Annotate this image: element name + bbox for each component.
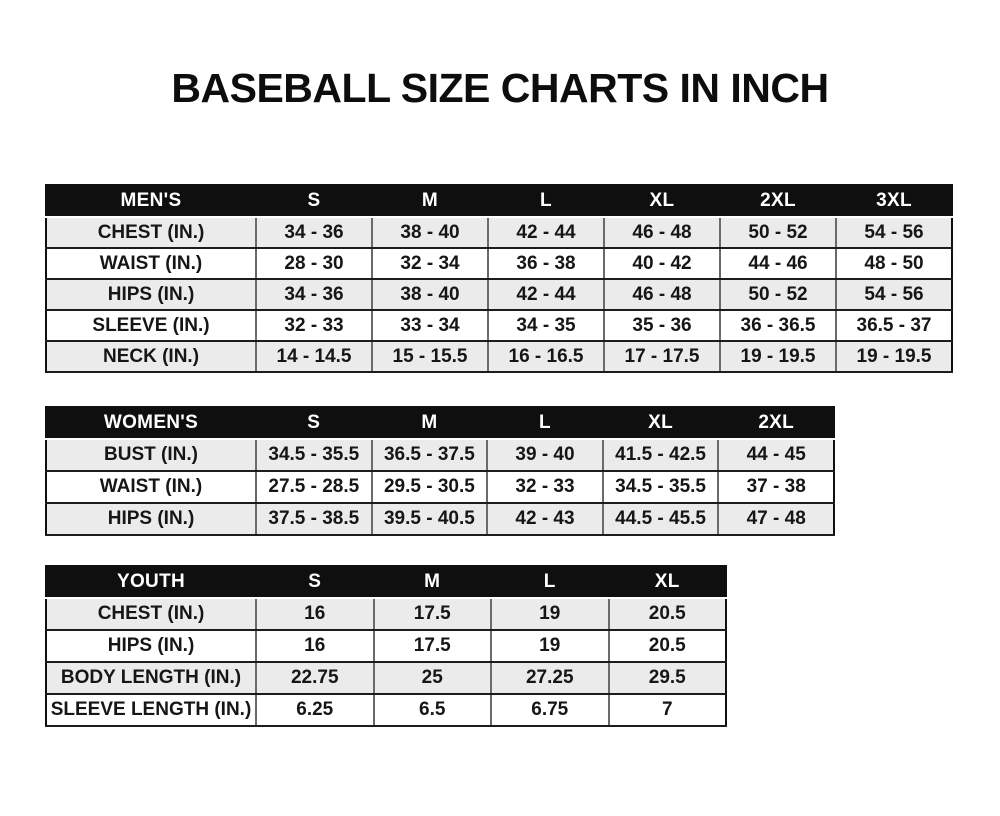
size-value: 39 - 40 xyxy=(487,439,603,471)
mens-size-column-header: L xyxy=(488,185,604,217)
size-value: 42 - 44 xyxy=(488,217,604,248)
size-value: 29.5 - 30.5 xyxy=(372,471,488,503)
mens-size-column-header: 2XL xyxy=(720,185,836,217)
size-value: 16 xyxy=(256,598,374,630)
size-value: 36 - 36.5 xyxy=(720,310,836,341)
size-value: 34 - 36 xyxy=(256,217,372,248)
size-value: 7 xyxy=(609,694,727,726)
size-value: 25 xyxy=(374,662,492,694)
measurement-label: CHEST (IN.) xyxy=(46,217,256,248)
youth-group-label: YOUTH xyxy=(46,566,256,598)
size-value: 34 - 35 xyxy=(488,310,604,341)
size-value: 33 - 34 xyxy=(372,310,488,341)
size-value: 37 - 38 xyxy=(718,471,834,503)
size-value: 19 - 19.5 xyxy=(836,341,952,372)
womens-size-column-header: 2XL xyxy=(718,407,834,439)
page-title: BASEBALL SIZE CHARTS IN INCH xyxy=(171,65,829,111)
size-value: 36 - 38 xyxy=(488,248,604,279)
size-value: 6.5 xyxy=(374,694,492,726)
size-value: 20.5 xyxy=(609,598,727,630)
size-value: 50 - 52 xyxy=(720,279,836,310)
size-value: 20.5 xyxy=(609,630,727,662)
youth-table-row xyxy=(46,598,726,630)
womens-size-table xyxy=(45,406,835,536)
size-value: 22.75 xyxy=(256,662,374,694)
measurement-label: CHEST (IN.) xyxy=(46,598,256,630)
size-value: 39.5 - 40.5 xyxy=(372,503,488,535)
size-value: 17 - 17.5 xyxy=(604,341,720,372)
size-value: 54 - 56 xyxy=(836,217,952,248)
mens-table-row xyxy=(46,310,952,341)
youth-table xyxy=(45,565,727,727)
mens-table xyxy=(45,184,953,373)
mens-size-table xyxy=(45,184,953,373)
size-value: 47 - 48 xyxy=(718,503,834,535)
size-value: 34.5 - 35.5 xyxy=(256,439,372,471)
size-value: 19 - 19.5 xyxy=(720,341,836,372)
mens-group-label: MEN'S xyxy=(46,185,256,217)
size-value: 32 - 34 xyxy=(372,248,488,279)
womens-size-column-header: M xyxy=(372,407,488,439)
mens-table-row xyxy=(46,248,952,279)
womens-size-column-header: XL xyxy=(603,407,719,439)
size-value: 32 - 33 xyxy=(487,471,603,503)
mens-size-column-header: 3XL xyxy=(836,185,952,217)
size-value: 46 - 48 xyxy=(604,217,720,248)
size-chart-page xyxy=(0,64,1000,727)
size-value: 36.5 - 37 xyxy=(836,310,952,341)
size-value: 44 - 46 xyxy=(720,248,836,279)
size-value: 27.5 - 28.5 xyxy=(256,471,372,503)
size-value: 15 - 15.5 xyxy=(372,341,488,372)
size-value: 42 - 43 xyxy=(487,503,603,535)
size-value: 34 - 36 xyxy=(256,279,372,310)
size-value: 17.5 xyxy=(374,598,492,630)
mens-size-column-header: S xyxy=(256,185,372,217)
mens-size-column-header: M xyxy=(372,185,488,217)
measurement-label: WAIST (IN.) xyxy=(46,248,256,279)
size-value: 19 xyxy=(491,598,609,630)
size-value: 42 - 44 xyxy=(488,279,604,310)
size-value: 34.5 - 35.5 xyxy=(603,471,719,503)
size-value: 36.5 - 37.5 xyxy=(372,439,488,471)
size-value: 44 - 45 xyxy=(718,439,834,471)
youth-size-column-header: XL xyxy=(609,566,727,598)
size-value: 16 - 16.5 xyxy=(488,341,604,372)
measurement-label: WAIST (IN.) xyxy=(46,471,256,503)
size-value: 38 - 40 xyxy=(372,279,488,310)
size-value: 27.25 xyxy=(491,662,609,694)
womens-table-row xyxy=(46,439,834,471)
womens-group-label: WOMEN'S xyxy=(46,407,256,439)
womens-table-row xyxy=(46,503,834,535)
measurement-label: BUST (IN.) xyxy=(46,439,256,471)
size-value: 40 - 42 xyxy=(604,248,720,279)
womens-size-column-header: L xyxy=(487,407,603,439)
youth-size-column-header: S xyxy=(256,566,374,598)
measurement-label: NECK (IN.) xyxy=(46,341,256,372)
size-value: 44.5 - 45.5 xyxy=(603,503,719,535)
size-value: 29.5 xyxy=(609,662,727,694)
size-value: 6.25 xyxy=(256,694,374,726)
size-value: 38 - 40 xyxy=(372,217,488,248)
size-value: 37.5 - 38.5 xyxy=(256,503,372,535)
womens-header-row xyxy=(46,407,834,439)
youth-size-table xyxy=(45,565,727,727)
size-value: 46 - 48 xyxy=(604,279,720,310)
mens-header-row xyxy=(46,185,952,217)
mens-table-row xyxy=(46,341,952,372)
youth-table-row xyxy=(46,662,726,694)
size-value: 16 xyxy=(256,630,374,662)
measurement-label: BODY LENGTH (IN.) xyxy=(46,662,256,694)
youth-size-column-header: M xyxy=(374,566,492,598)
size-value: 41.5 - 42.5 xyxy=(603,439,719,471)
measurement-label: SLEEVE (IN.) xyxy=(46,310,256,341)
mens-table-row xyxy=(46,279,952,310)
youth-header-row xyxy=(46,566,726,598)
size-value: 35 - 36 xyxy=(604,310,720,341)
measurement-label: HIPS (IN.) xyxy=(46,503,256,535)
mens-table-row xyxy=(46,217,952,248)
measurement-label: HIPS (IN.) xyxy=(46,279,256,310)
youth-table-row xyxy=(46,694,726,726)
womens-table-row xyxy=(46,471,834,503)
size-value: 6.75 xyxy=(491,694,609,726)
youth-size-column-header: L xyxy=(491,566,609,598)
size-value: 14 - 14.5 xyxy=(256,341,372,372)
size-value: 28 - 30 xyxy=(256,248,372,279)
measurement-label: SLEEVE LENGTH (IN.) xyxy=(46,694,256,726)
womens-table xyxy=(45,406,835,536)
mens-size-column-header: XL xyxy=(604,185,720,217)
size-value: 32 - 33 xyxy=(256,310,372,341)
womens-size-column-header: S xyxy=(256,407,372,439)
size-value: 50 - 52 xyxy=(720,217,836,248)
measurement-label: HIPS (IN.) xyxy=(46,630,256,662)
size-value: 54 - 56 xyxy=(836,279,952,310)
youth-table-row xyxy=(46,630,726,662)
size-value: 19 xyxy=(491,630,609,662)
size-value: 48 - 50 xyxy=(836,248,952,279)
size-value: 17.5 xyxy=(374,630,492,662)
